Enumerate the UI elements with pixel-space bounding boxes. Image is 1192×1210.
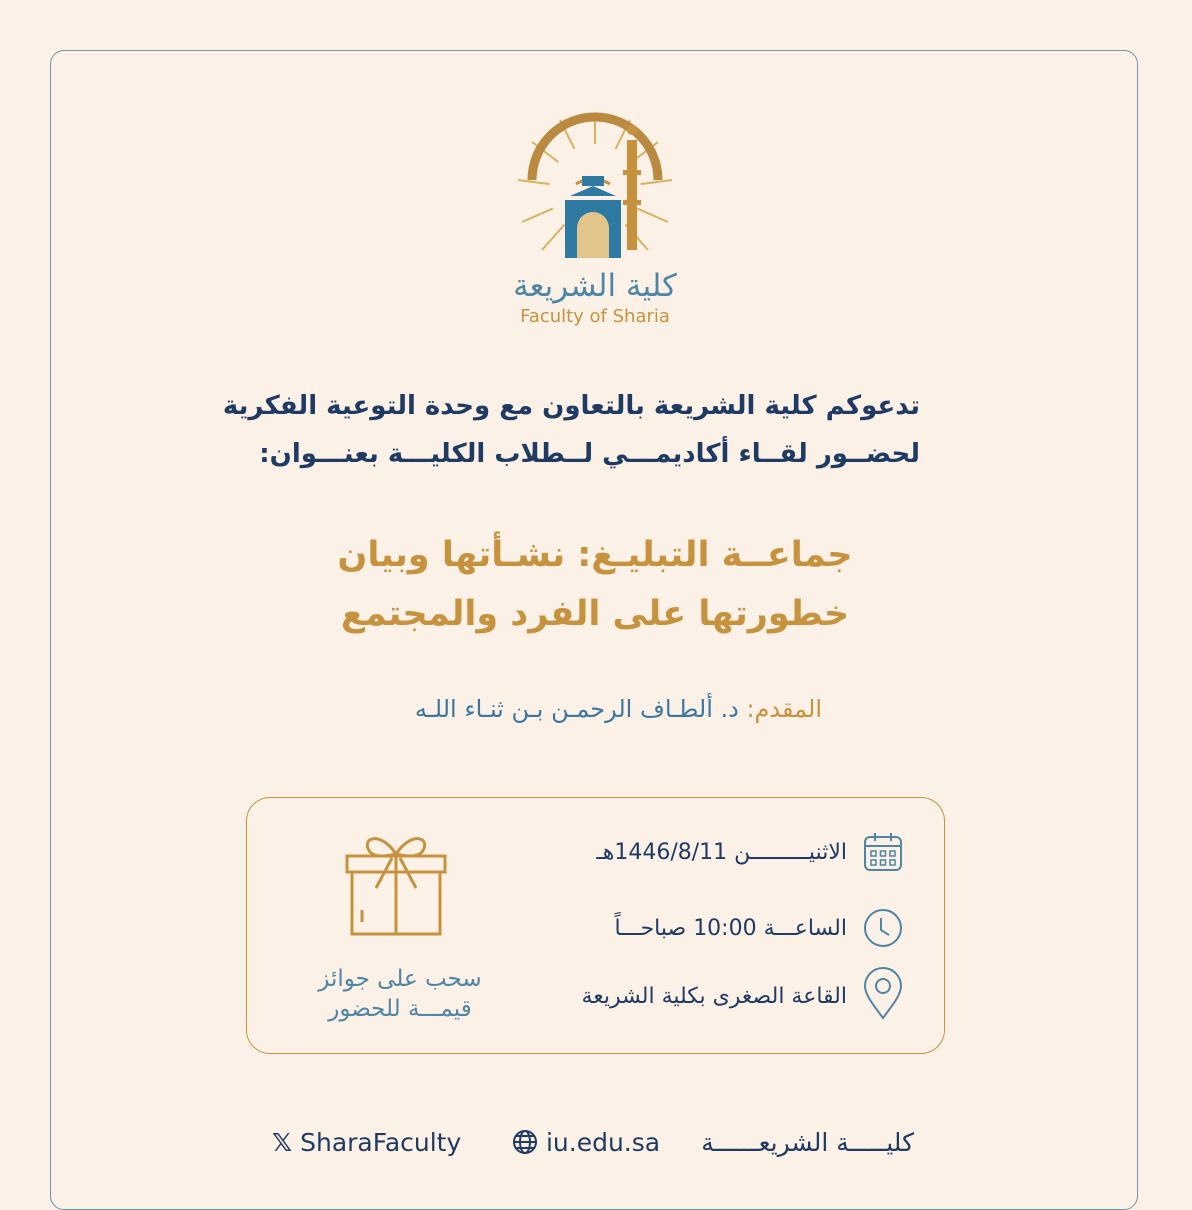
prize-line-2: قيمـــة للحضور — [328, 996, 472, 1022]
website-url: iu.edu.sa — [545, 1128, 661, 1157]
university-seal-icon — [510, 100, 680, 280]
footer-website[interactable] — [512, 1128, 660, 1157]
logo-arabic-name: كلية الشريعة — [513, 268, 677, 304]
twitter-handle: SharaFaculty — [300, 1128, 462, 1157]
intro-line-2: لحضــور لقــاء أكاديمـــي لــطلاب الكليـــة بعنـــوان: — [259, 439, 920, 469]
event-time: الساعـــة 10:00 صباحـــاً — [614, 916, 847, 941]
location-pin-icon — [862, 966, 904, 1022]
prize-line-1: سحب على جوائز — [318, 966, 482, 992]
x-logo-icon: 𝕏 — [272, 1128, 293, 1157]
event-date: الاثنيـــــــــن 1446/8/11هـ — [596, 840, 847, 865]
event-title-line-1: جماعــة التبليـغ: نشـأتها وبيان — [337, 535, 853, 575]
clock-icon — [862, 907, 904, 949]
globe-icon — [512, 1129, 538, 1155]
calendar-icon — [862, 831, 904, 873]
event-location: القاعة الصغرى بكلية الشريعة — [581, 984, 847, 1009]
footer-twitter[interactable] — [272, 1128, 461, 1157]
presenter — [415, 695, 822, 723]
gift-icon — [340, 832, 452, 938]
presenter-name: د. ألطـاف الرحمـن بـن ثنـاء اللـه — [414, 695, 739, 723]
logo-english-name: Faculty of Sharia — [520, 306, 670, 327]
event-title-line-2: خطورتها على الفرد والمجتمع — [340, 594, 850, 634]
intro-line-1: تدعوكم كلية الشريعة بالتعاون مع وحدة التوعية الفكرية — [222, 391, 920, 421]
presenter-label: المقدم: — [746, 695, 822, 723]
footer-faculty-name: كليـــــة الشريعــــــة — [701, 1128, 914, 1157]
